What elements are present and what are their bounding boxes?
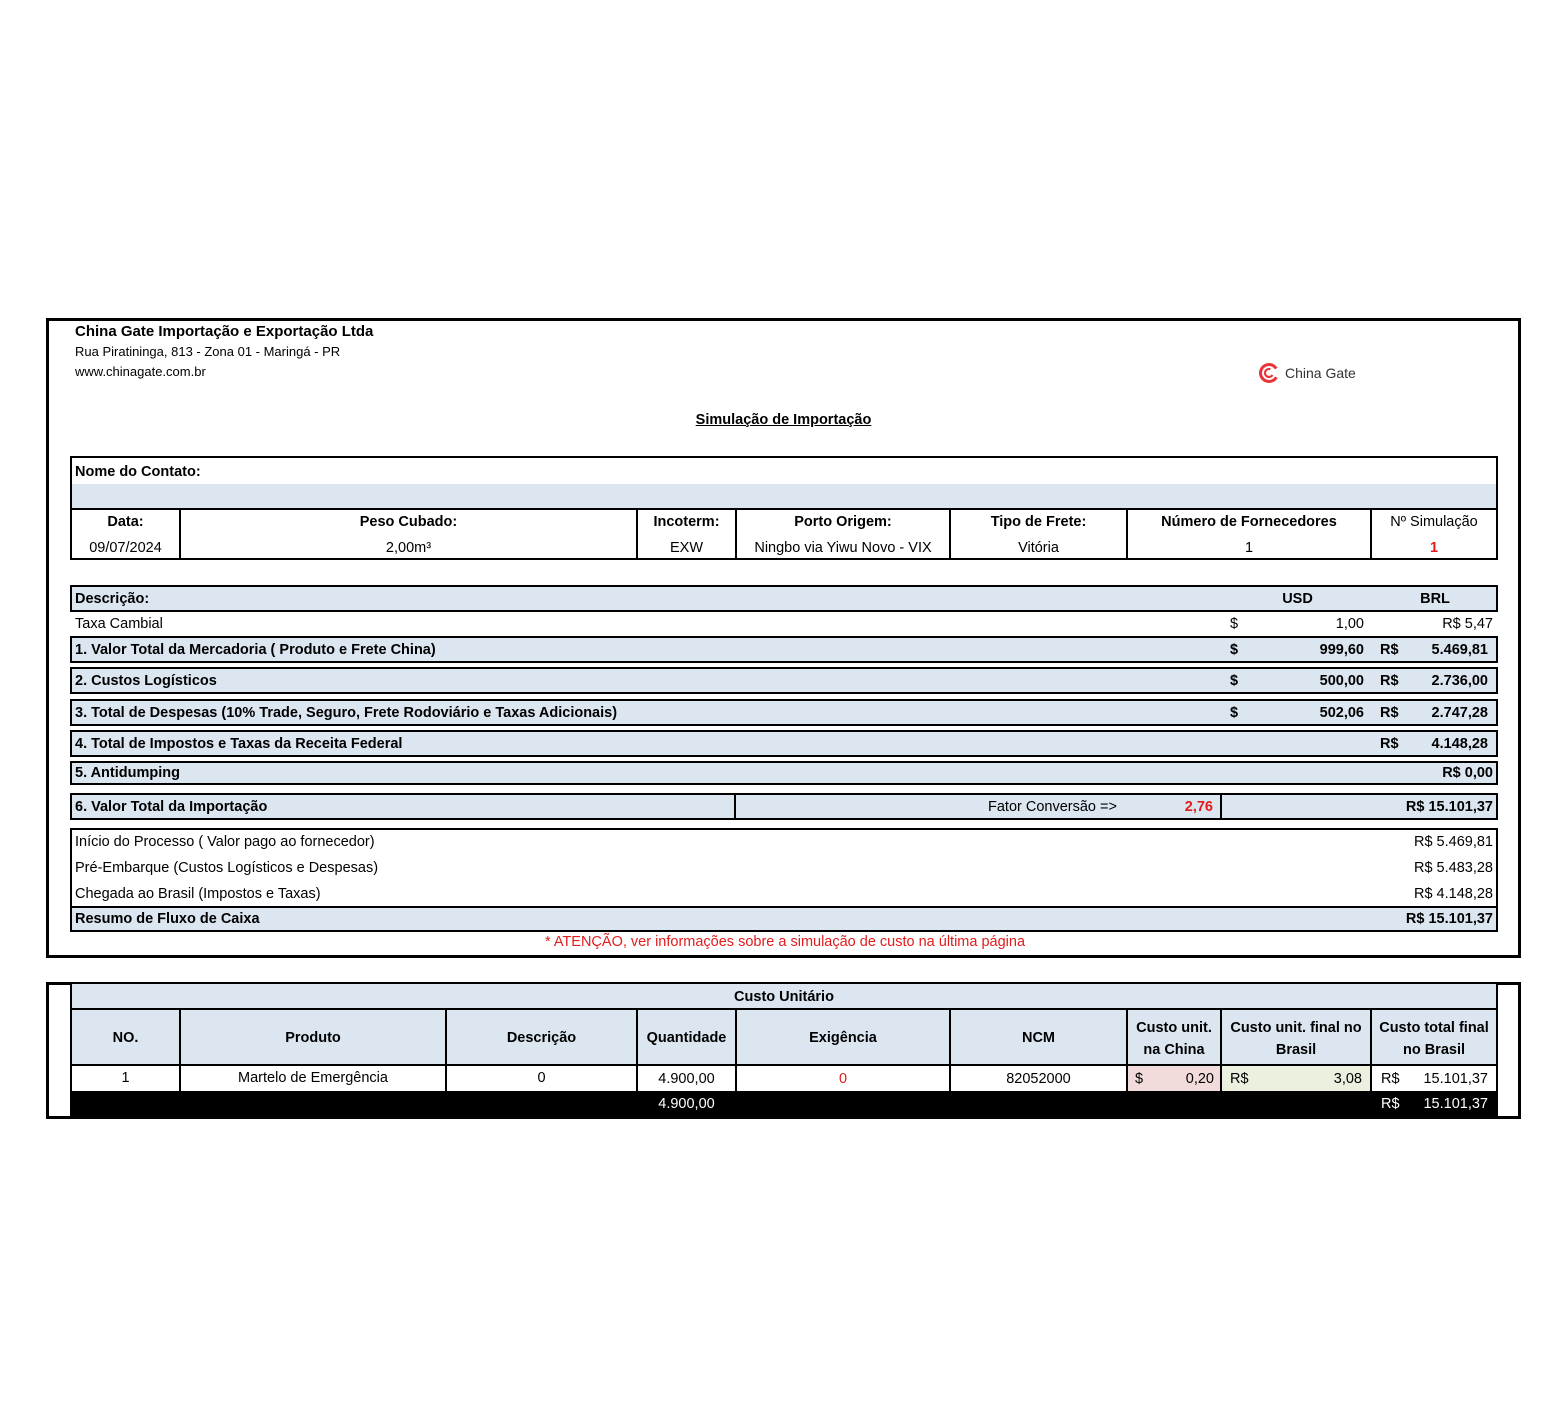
summary-row-2-brl-symbol: R$ [1380,673,1399,689]
weight-value: 2,00m³ [385,540,432,556]
col-header-requirement: Exigência [809,1030,877,1046]
weight-label: Peso Cubado: [359,514,458,530]
total-import-value: R$ 15.101,37 [1405,799,1493,815]
row-description: 0 [537,1070,546,1086]
page-title: Simulação de Importação [695,412,872,428]
cashflow-total-label: Resumo de Fluxo de Caixa [75,910,260,927]
total-import-label: 6. Valor Total da Importação [75,799,268,815]
unit-cost-totals-row [70,1091,1498,1116]
cashflow-row-3-value: R$ 4.148,28 [1413,886,1493,902]
freight-value: Vitória [1018,540,1059,556]
col-header-no: NO. [112,1030,139,1046]
col-header-product: Produto [285,1030,341,1046]
exchange-rate-brl: R$ 5,47 [1442,616,1493,632]
col-header-quantity: Quantidade [646,1030,727,1046]
summary-row-2-brl: 2.736,00 [1431,673,1488,689]
cashflow-row-2-value: R$ 5.483,28 [1413,860,1493,876]
totals-cost-symbol: R$ [1381,1096,1400,1112]
summary-row-3-usd-symbol: $ [1230,705,1239,721]
contact-label: Nome do Contato: [75,464,201,480]
china-gate-logo-icon [1258,362,1280,384]
conversion-factor-label: Fator Conversão => [988,799,1117,815]
conversion-factor-value: 2,76 [1184,799,1213,815]
total-import-row [70,793,1498,820]
row-total-cost-value: 15.101,37 [1423,1071,1488,1087]
company-logo [1258,362,1356,384]
row-china-cost-value: 0,20 [1185,1071,1214,1087]
cashflow-total-value: R$ 15.101,37 [1405,910,1493,927]
suppliers-value: 1 [1244,540,1254,556]
summary-row-3-brl-symbol: R$ [1380,705,1399,721]
summary-row-2-usd-symbol: $ [1230,673,1239,689]
company-name: China Gate Importação e Exportação Ltda [75,323,374,340]
freight-label: Tipo de Frete: [990,514,1087,530]
col-header-ncm: NCM [1021,1030,1056,1046]
row-final-cost-symbol: R$ [1230,1071,1249,1087]
summary-row-4-brl: 4.148,28 [1431,736,1488,752]
summary-row-3-label: 3. Total de Despesas (10% Trade, Seguro, Frete Rodoviário e Taxas Adicionais) [75,705,618,721]
cashflow-row-1-value: R$ 5.469,81 [1413,834,1493,850]
row-ncm: 82052000 [1006,1071,1071,1087]
antidumping-label: 5. Antidumping [75,765,180,781]
col-header-unit-cost-china: Custo unit. na China [1136,1020,1212,1058]
col-header-total-cost: Custo total final no Brasil [1379,1020,1489,1058]
summary-row-1-usd: 999,60 [1319,642,1364,658]
incoterm-value: EXW [669,540,704,556]
summary-row-1-usd-symbol: $ [1230,642,1239,658]
company-address: Rua Piratininga, 813 - Zona 01 - Maringá - PR [75,344,341,359]
summary-row-1-label: 1. Valor Total da Mercadoria ( Produto e Frete China) [75,642,436,658]
port-value: Ningbo via Yiwu Novo - VIX [754,540,932,556]
col-header-final-unit-cost: Custo unit. final no Brasil [1230,1020,1362,1058]
row-product: Martelo de Emergência [238,1070,388,1086]
date-label: Data: [107,514,144,530]
description-header: Descrição: [75,591,150,607]
attention-note: * ATENÇÃO, ver informações sobre a simulação de custo na última página [544,934,1026,950]
summary-row-2-usd: 500,00 [1319,673,1364,689]
summary-row-2-label: 2. Custos Logísticos [75,673,217,689]
unit-cost-title: Custo Unitário [734,989,834,1005]
simulation-number-label: Nº Simulação [1390,514,1478,530]
suppliers-label: Número de Fornecedores [1161,514,1337,530]
summary-row-4-brl-symbol: R$ [1380,736,1399,752]
row-no: 1 [121,1070,130,1086]
cashflow-row-3-label: Chegada ao Brasil (Impostos e Taxas) [75,886,321,902]
antidumping-value: R$ 0,00 [1442,765,1493,781]
incoterm-label: Incoterm: [653,514,720,530]
row-total-cost-symbol: R$ [1381,1071,1400,1087]
exchange-rate-label: Taxa Cambial [75,616,163,632]
summary-row-1-brl-symbol: R$ [1380,642,1399,658]
port-label: Porto Origem: [794,514,892,530]
contact-name-field[interactable] [72,484,1496,508]
simulation-number-value: 1 [1429,540,1439,556]
brl-header: BRL [1420,591,1450,607]
summary-row-4-label: 4. Total de Impostos e Taxas da Receita Federal [75,736,403,752]
totals-quantity: 4.900,00 [658,1096,715,1112]
exchange-rate-usd-symbol: $ [1230,616,1239,632]
cashflow-row-1-label: Início do Processo ( Valor pago ao fornecedor) [75,834,375,850]
usd-header: USD [1282,591,1313,607]
row-china-cost-symbol: $ [1135,1071,1144,1087]
summary-row-3-usd: 502,06 [1319,705,1364,721]
summary-row-1-brl: 5.469,81 [1431,642,1488,658]
date-value: 09/07/2024 [89,540,162,556]
cashflow-row-2-label: Pré-Embarque (Custos Logísticos e Despesas) [75,860,379,876]
exchange-rate-usd: 1,00 [1335,616,1364,632]
row-requirement: 0 [838,1071,848,1087]
logo-text: China Gate [1285,365,1356,381]
antidumping-row [70,761,1498,785]
totals-cost-value: 15.101,37 [1423,1096,1488,1112]
col-header-description: Descrição [506,1030,577,1046]
company-website[interactable]: www.chinagate.com.br [75,364,206,379]
row-final-cost-value: 3,08 [1333,1071,1362,1087]
row-quantity: 4.900,00 [658,1071,715,1087]
cashflow-total-row [72,906,1496,930]
summary-row-3-brl: 2.747,28 [1431,705,1488,721]
